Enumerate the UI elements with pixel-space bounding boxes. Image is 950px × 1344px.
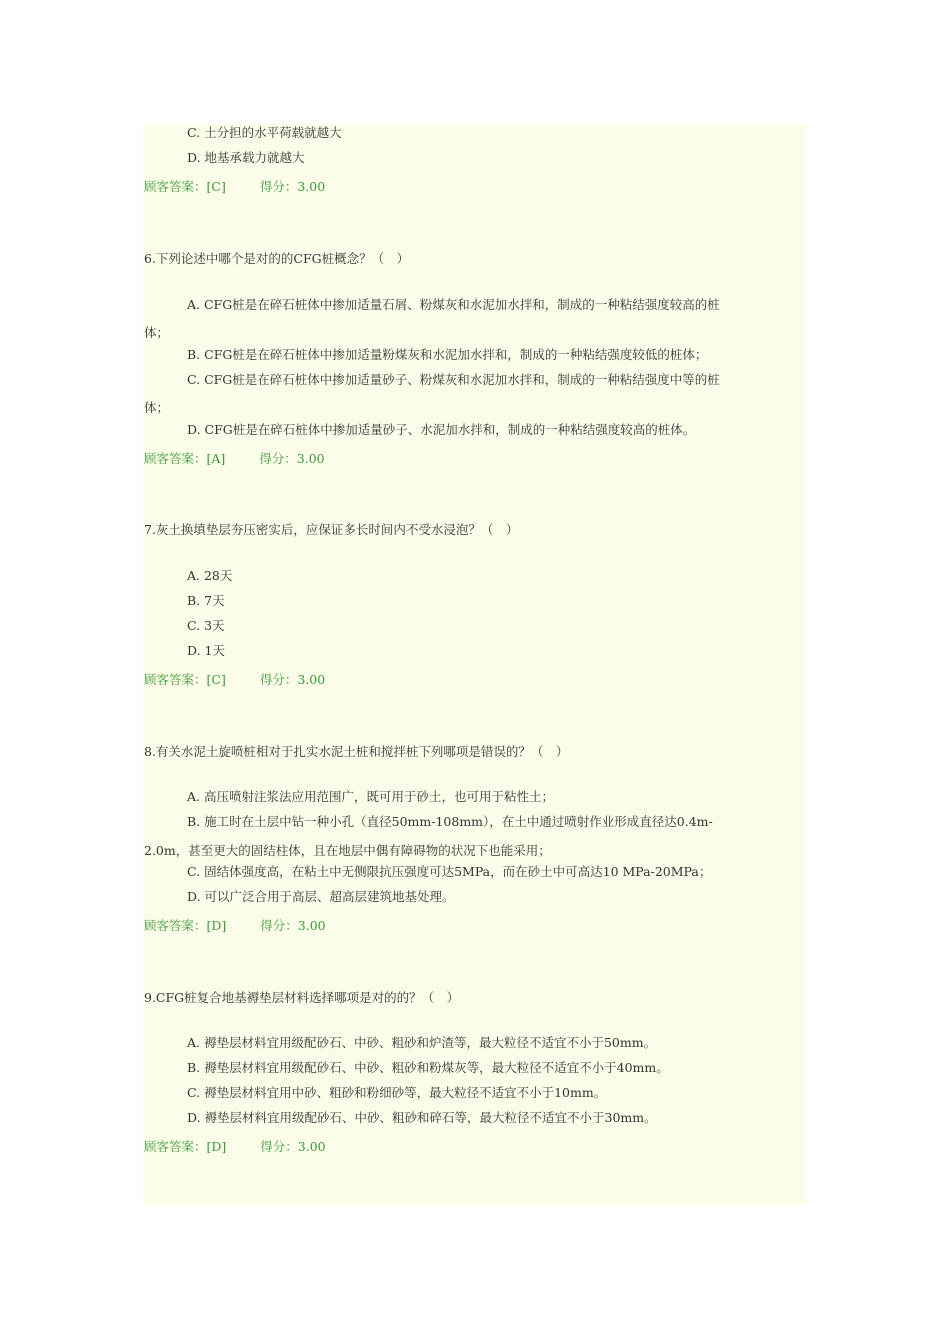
option-c: C. CFG桩是在碎石桩体中掺加适量砂子、粉煤灰和水泥加水拌和，制成的一种粘结强度中等的桩 <box>187 372 720 387</box>
score: 得分：3.00 <box>260 918 326 933</box>
option-a: A. 高压喷射注浆法应用范围广，既可用于砂土，也可用于粘性土； <box>187 789 554 804</box>
score: 得分：3.00 <box>260 1139 326 1154</box>
answer-row <box>144 917 326 935</box>
option-d: D. 地基承载力就越大 <box>187 150 305 165</box>
customer-answer: 顾客答案：[C] <box>144 672 226 687</box>
option-a: A. CFG桩是在碎石桩体中掺加适量石屑、粉煤灰和水泥加水拌和，制成的一种粘结强度较高的桩 <box>187 297 720 312</box>
option-c: C. 固结体强度高，在粘土中无侧限抗压强度可达5MPa，而在砂土中可高达10 MPa-20MPa； <box>187 864 712 879</box>
option-a-continued: 体； <box>144 325 170 340</box>
option-a: A. 28天 <box>187 568 233 583</box>
answer-row <box>144 178 325 196</box>
option-d: D. 可以广泛合用于高层、超高层建筑地基处理。 <box>187 889 455 904</box>
option-c: C. 褥垫层材料宜用中砂、粗砂和粉细砂等，最大粒径不适宜不小于10mm。 <box>187 1085 607 1100</box>
score: 得分：3.00 <box>259 179 326 194</box>
answer-row <box>144 1138 326 1156</box>
option-d: D. CFG桩是在碎石桩体中掺加适量砂子、水泥加水拌和，制成的一种粘结强度较高的桩体。 <box>187 422 696 437</box>
customer-answer: 顾客答案：[C] <box>144 179 226 194</box>
option-b: B. 7天 <box>187 593 225 608</box>
answer-row <box>144 671 325 689</box>
customer-answer: 顾客答案：[A] <box>144 451 226 466</box>
question-6: 6.下列论述中哪个是对的的CFG桩概念？（ ） <box>144 251 410 266</box>
option-d: D. 褥垫层材料宜用级配砂石、中砂、粗砂和碎石等，最大粒径不适宜不小于30mm。 <box>187 1110 657 1125</box>
option-b: B. 施工时在土层中钻一种小孔（直径50mm-108mm），在土中通过喷射作业形成直径达0.4m- <box>187 814 713 829</box>
question-8: 8.有关水泥土旋喷桩相对于扎实水泥土桩和搅拌桩下列哪项是错误的？（ ） <box>144 744 569 759</box>
option-a: A. 褥垫层材料宜用级配砂石、中砂、粗砂和炉渣等，最大粒径不适宜不小于50mm。 <box>187 1035 657 1050</box>
option-c-continued: 体； <box>144 400 170 415</box>
option-b: B. 褥垫层材料宜用级配砂石、中砂、粗砂和粉煤灰等，最大粒径不适宜不小于40mm。 <box>187 1060 669 1075</box>
question-9: 9.CFG桩复合地基褥垫层材料选择哪项是对的的？（ ） <box>144 990 460 1005</box>
option-b: B. CFG桩是在碎石桩体中掺加适量粉煤灰和水泥加水拌和，制成的一种粘结强度较低的桩体； <box>187 347 708 362</box>
score: 得分：3.00 <box>259 672 326 687</box>
customer-answer: 顾客答案：[D] <box>144 918 227 933</box>
score: 得分：3.00 <box>259 451 325 466</box>
option-d: D. 1天 <box>187 643 225 658</box>
option-b-continued: 2.0m，甚至更大的固结柱体，且在地层中偶有障碍物的状况下也能采用； <box>144 843 551 858</box>
option-c: C. 3天 <box>187 618 225 633</box>
question-7: 7.灰土换填垫层夯压密实后，应保证多长时间内不受水浸泡？（ ） <box>144 522 519 537</box>
customer-answer: 顾客答案：[D] <box>144 1139 227 1154</box>
answer-row <box>144 450 325 468</box>
option-c: C. 土分担的水平荷载就越大 <box>187 125 342 140</box>
